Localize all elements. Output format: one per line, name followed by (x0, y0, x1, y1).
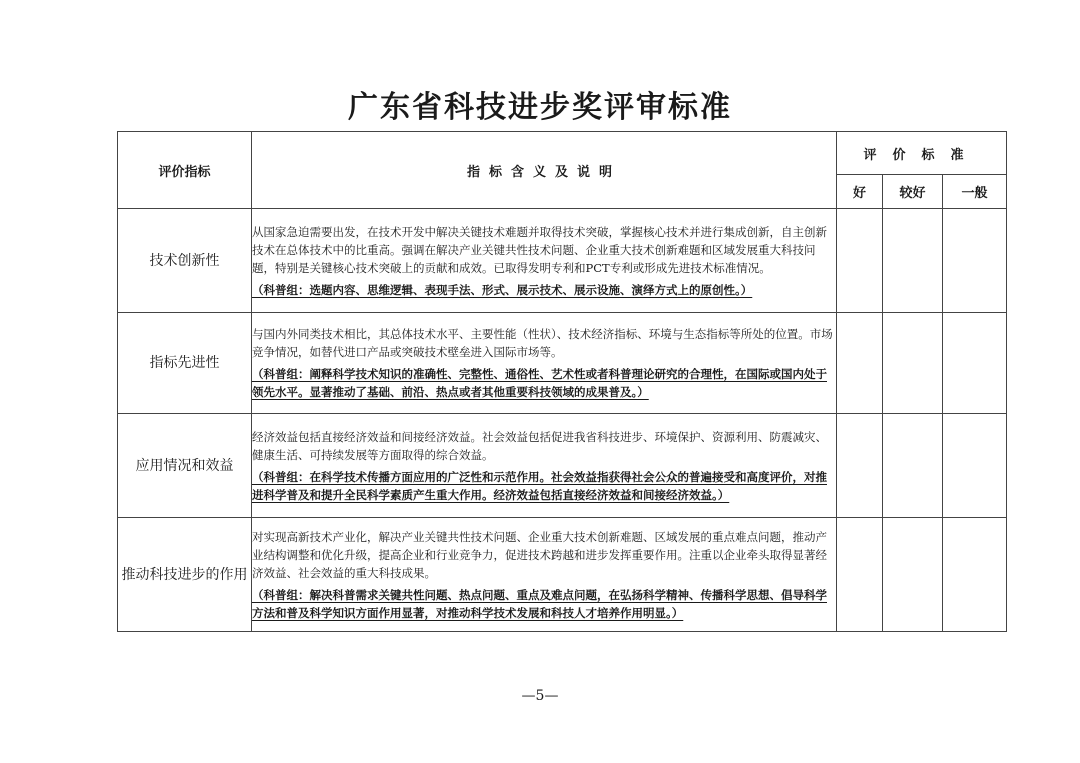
header-meaning: 指标含义及说明 (252, 132, 837, 209)
science-popularization-note: （科普组：阐释科学技术知识的准确性、完整性、通俗性、艺术性或者科普理论研究的合理性，在国际或国内处于领先水平。显著推动了基础、前沿、热点或者其他重要科技领域的成果普及。） (252, 367, 827, 399)
indicator-description: 从国家急迫需要出发，在技术开发中解决关键技术难题并取得技术突破，掌握核心技术并进行集成创新，自主创新技术在总体技术中的比重高。强调在解决产业关键共性技术问题、企业重大技术创新难题和区域发展重大科技问题，特别是关键核心技术突破上的贡献和成效。已取得发明专利和PCT专利或形成先进技术标准情况。 (252, 224, 827, 275)
score-cell-good[interactable] (837, 518, 883, 632)
indicator-name: 应用情况和效益 (118, 414, 252, 518)
indicator-description-cell (252, 414, 837, 518)
score-cell-average[interactable] (943, 209, 1007, 313)
indicator-description-cell (252, 209, 837, 313)
science-popularization-note: （科普组：在科学技术传播方面应用的广泛性和示范作用。社会效益指获得社会公众的普遍接受和高度评价，对推进科学普及和提升全民科学素质产生重大作用。经济效益包括直接经济效益和间接经济效益。） (252, 469, 827, 502)
indicator-name: 推动科技进步的作用 (118, 518, 252, 632)
page-number: —5— (521, 688, 559, 704)
document-title: 广东省科技进步奖评审标准 (348, 90, 732, 125)
evaluation-criteria-table (117, 131, 1007, 632)
table-row (118, 313, 1007, 414)
science-popularization-note: （科普组：解决科普需求关键共性问题、热点问题、重点及难点问题，在弘扬科学精神、传播科学思想、倡导科学方法和普及科学知识方面作用显著，对推动科学技术发展和科技人才培养作用明显。） (252, 587, 827, 620)
score-cell-average[interactable] (943, 313, 1007, 414)
header-level-fairly-good: 较好 (883, 175, 943, 209)
score-cell-average[interactable] (943, 414, 1007, 518)
indicator-description-cell (252, 518, 837, 632)
indicator-description: 与国内外同类技术相比，其总体技术水平、主要性能（性状）、技术经济指标、环境与生态指标等所处的位置。市场竞争情况，如替代进口产品或突破技术壁垒进入国际市场等。 (252, 327, 833, 359)
indicator-name: 指标先进性 (118, 313, 252, 414)
score-cell-good[interactable] (837, 313, 883, 414)
table-row (118, 414, 1007, 518)
header-level-good: 好 (837, 175, 883, 209)
table-row (118, 518, 1007, 632)
indicator-description: 对实现高新技术产业化，解决产业关键共性技术问题、企业重大技术创新难题、区域发展的重点难点问题，推动产业结构调整和优化升级，提高企业和行业竞争力，促进技术跨越和进步发挥重要作用。注重以企业牵头取得显著经济效益、社会效益的重大科技成果。 (252, 529, 827, 580)
header-level-average: 一般 (943, 175, 1007, 209)
indicator-name: 技术创新性 (118, 209, 252, 313)
header-indicator: 评价指标 (118, 132, 252, 209)
score-cell-average[interactable] (943, 518, 1007, 632)
score-cell-good[interactable] (837, 414, 883, 518)
science-popularization-note: （科普组：选题内容、思维逻辑、表现手法、形式、展示技术、展示设施、演绎方式上的原创性。） (252, 282, 753, 297)
score-cell-fairly-good[interactable] (883, 209, 943, 313)
score-cell-fairly-good[interactable] (883, 414, 943, 518)
indicator-description-cell (252, 313, 837, 414)
score-cell-good[interactable] (837, 209, 883, 313)
score-cell-fairly-good[interactable] (883, 313, 943, 414)
header-evaluation: 评价标准 (837, 132, 1007, 175)
score-cell-fairly-good[interactable] (883, 518, 943, 632)
indicator-description: 经济效益包括直接经济效益和间接经济效益。社会效益包括促进我省科技进步、环境保护、资源利用、防震减灾、健康生活、可持续发展等方面取得的综合效益。 (252, 429, 827, 462)
table-row (118, 209, 1007, 313)
